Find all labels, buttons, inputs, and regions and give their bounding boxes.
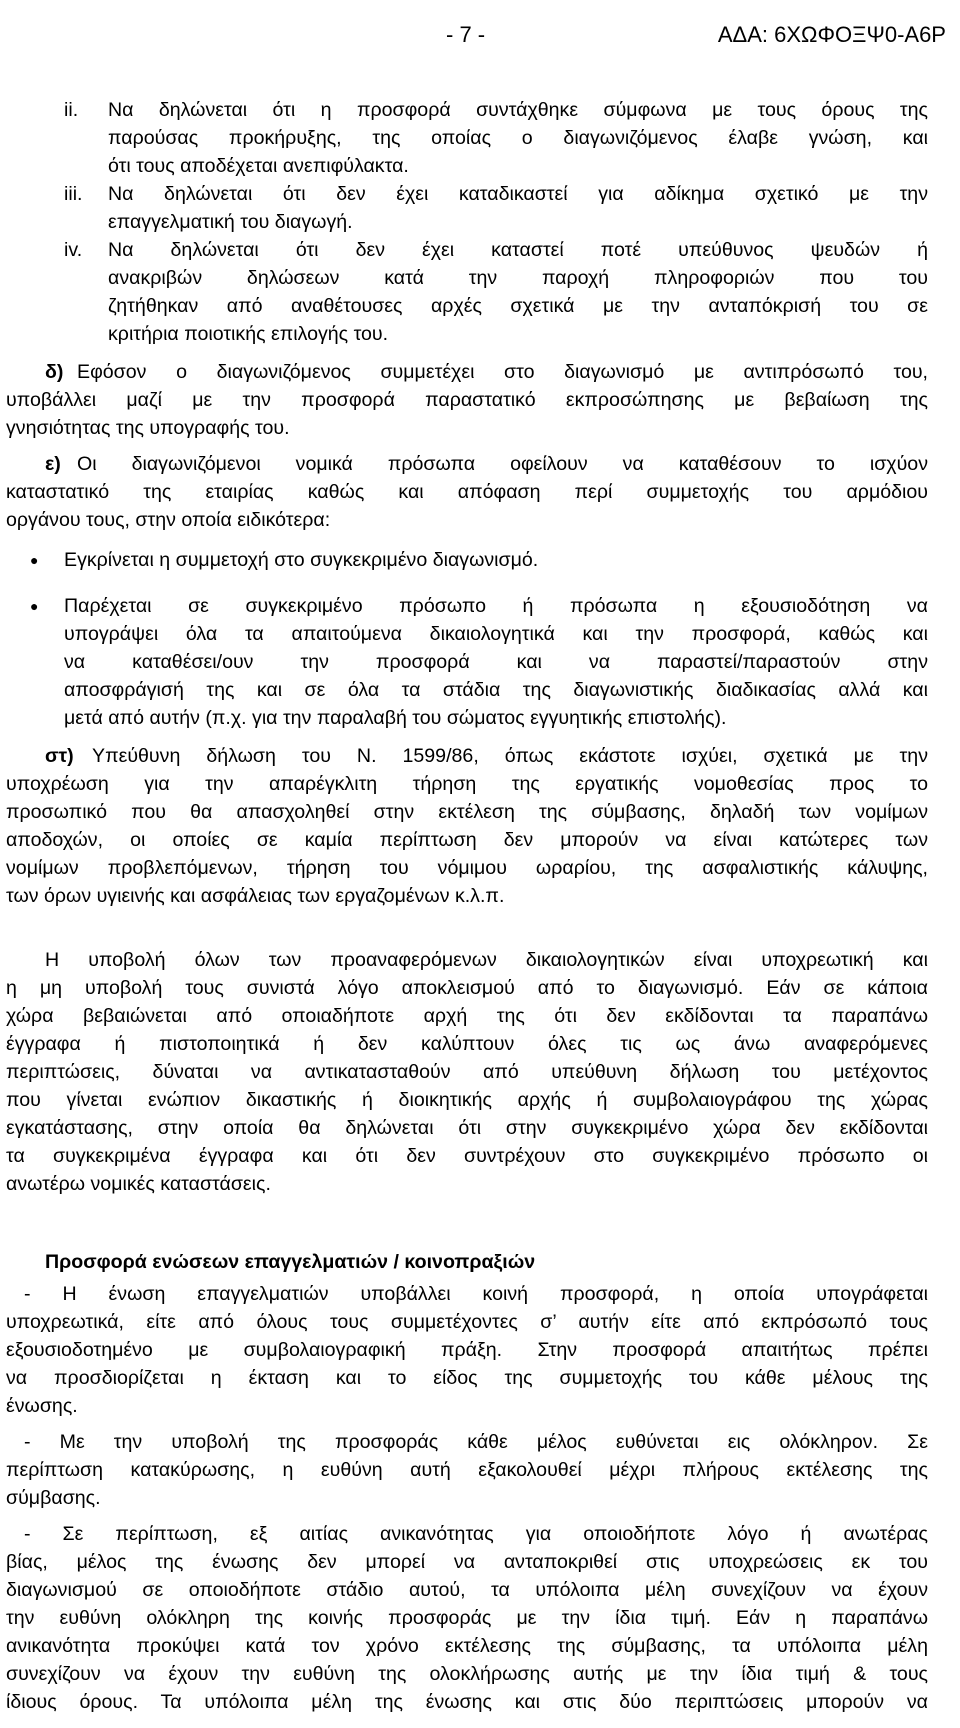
section-st-line: υποχρέωση για την απαρέγκλιτη τήρηση της εργατικής νομοθεσίας προς το bbox=[6, 773, 928, 795]
item-marker-iii: iii. bbox=[64, 183, 83, 205]
unions-line: βίας, μέλος της ένωσης δεν μπορεί να ανταποκριθεί στις υποχρεώσεις εκ του bbox=[6, 1551, 928, 1573]
ada-code: ΑΔΑ: 6ΧΩΦΟΞΨ0-Α6Ρ bbox=[717, 22, 946, 47]
section-epsilon-line: οργάνου τους, στην οποία ειδικότερα: bbox=[6, 509, 331, 531]
unions-line: ίδιους όρους. Τα υπόλοιπα μέλη της ένωσης και στις δύο περιπτώσεις μπορούν να bbox=[6, 1691, 928, 1713]
unions-line: ένωσης. bbox=[6, 1395, 78, 1417]
section-st-label: στ) bbox=[45, 745, 74, 767]
unions-line: εξουσιοδοτημένο με συμβολαιογραφική πράξη. Στην προσφορά απαιτήτως πρέπει bbox=[6, 1339, 928, 1361]
bullet-item-line: Παρέχεται σε συγκεκριμένο πρόσωπο ή πρόσωπα η εξουσιοδότηση να bbox=[64, 595, 928, 617]
submission-line: εγκατάστασης, στην οποία θα δηλώνεται ότι στην συγκεκριμένο χώρα δεν εκδίδονται bbox=[6, 1117, 928, 1139]
section-delta-line: Εφόσον ο διαγωνιζόμενος συμμετέχει στο διαγωνισμό με αντιπρόσωπό του, bbox=[77, 361, 928, 383]
unions-line: την ευθύνη ολόκληρη της κοινής προσφοράς με την ίδια τιμή. Εάν η παραπάνω bbox=[6, 1607, 928, 1629]
unions-line: συνεχίζουν να έχουν την ευθύνη της ολοκλήρωσης αυτής με την ίδια τιμή & τους bbox=[6, 1663, 928, 1685]
unions-line: να προσδιορίζεται η έκταση και το είδος της συμμετοχής του κάθε μέλους της bbox=[6, 1367, 928, 1389]
section-delta-line: γνησιότητας της υπογραφής του. bbox=[6, 417, 290, 439]
unions-line: - Με την υποβολή της προσφοράς κάθε μέλος ευθύνεται εις ολόκληρον. Σε bbox=[24, 1431, 928, 1453]
submission-line: τα συγκεκριμένα έγγραφα και ότι δεν συντρέχουν στο συγκεκριμένο πρόσωπο οι bbox=[6, 1145, 928, 1167]
item-iii-line: Να δηλώνεται ότι δεν έχει καταδικαστεί για αδίκημα σχετικό με την bbox=[108, 183, 928, 205]
section-epsilon-label: ε) bbox=[45, 453, 61, 475]
item-ii-line: παρούσας προκήρυξης, της οποίας ο διαγωνιζόμενος έλαβε γνώση, και bbox=[108, 127, 928, 149]
page-number: - 7 - bbox=[446, 22, 486, 47]
bullet-item-line: αποσφράγισή της και σε όλα τα στάδια της διαγωνιστικής διαδικασίας αλλά και bbox=[64, 679, 928, 701]
section-st-line: νομίμων προβλεπόμενων, τήρηση του νόμιμου ωραρίου, της ασφαλιστικής κάλυψης, bbox=[6, 857, 928, 879]
unions-line: περίπτωση κατακύρωσης, η ευθύνη αυτή εξακολουθεί μέχρι πλήρους εκτέλεσης της bbox=[6, 1459, 928, 1481]
item-ii-line: Να δηλώνεται ότι η προσφορά συντάχθηκε σύμφωνα με τους όρους της bbox=[108, 99, 928, 121]
unions-line: - Σε περίπτωση, εξ αιτίας ανικανότητας για οποιοδήποτε λόγο ή ανωτέρας bbox=[24, 1523, 928, 1545]
bullet-item-line: να καταθέσει/ουν την προσφορά και να παραστεί/παραστούν στην bbox=[64, 651, 928, 673]
submission-line: χώρα βεβαιώνεται από οποιαδήποτε αρχή της ότι δεν εκδίδονται τα παραπάνω bbox=[6, 1005, 928, 1027]
submission-line: περιπτώσεις, δύναται να αντικατασταθούν από υπεύθυνη δήλωση του μετέχοντος bbox=[6, 1061, 928, 1083]
bullet-item-line: μετά από αυτήν (π.χ. για την παραλαβή του σώματος εγγυητικής επιστολής). bbox=[64, 707, 727, 729]
item-ii-line: ότι τους αποδέχεται ανεπιφύλακτα. bbox=[108, 155, 409, 177]
section-epsilon-line: καταστατικό της εταιρίας καθώς και απόφαση περί συμμετοχής του αρμόδιου bbox=[6, 481, 928, 503]
submission-line: ανωτέρω νομικές καταστάσεις. bbox=[6, 1173, 271, 1195]
unions-line: - Η ένωση επαγγελματιών υποβάλλει κοινή προσφορά, η οποία υπογράφεται bbox=[24, 1283, 928, 1305]
item-iv-line: ζητήθηκαν από αναθέτουσες αρχές σχετικά με την ανταπόκρισή του σε bbox=[108, 295, 928, 317]
section-st-line: Υπεύθυνη δήλωση του Ν. 1599/86, όπως εκάστοτε ισχύει, σχετικά με την bbox=[92, 745, 928, 767]
unions-line: σύμβασης. bbox=[6, 1487, 101, 1509]
bullet-icon: ● bbox=[30, 552, 39, 568]
unions-line: ανικανότητα προκύψει κατά τον χρόνο εκτέλεσης της σύμβασης, τα υπόλοιπα μέλη bbox=[6, 1635, 928, 1657]
item-marker-iv: iv. bbox=[64, 239, 83, 261]
section-epsilon-line: Οι διαγωνιζόμενοι νομικά πρόσωπα οφείλουν να καταθέσουν το ισχύον bbox=[77, 453, 928, 475]
submission-line: Η υποβολή όλων των προαναφερόμενων δικαιολογητικών είναι υποχρεωτική και bbox=[45, 949, 928, 971]
item-iv-line: κριτήρια ποιοτικής επιλογής του. bbox=[108, 323, 389, 345]
section-st-line: προσωπικό που θα απασχοληθεί στην εκτέλεση της σύμβασης, δηλαδή των νομίμων bbox=[6, 801, 928, 823]
unions-line: υποχρεωτικά, είτε από όλους τους συμμετέχοντες σ’ αυτήν είτε από εκπρόσωπό τους bbox=[6, 1311, 928, 1333]
submission-line: έγγραφα ή πιστοποιητικά ή δεν καλύπτουν όλες τις ως άνω αναφερόμενες bbox=[6, 1033, 928, 1055]
submission-line: η μη υποβολή τους συνιστά λόγο αποκλεισμού από το διαγωνισμό. Εάν σε κάποια bbox=[6, 977, 928, 999]
item-marker-ii: ii. bbox=[64, 99, 79, 121]
item-iii-line: επαγγελματική του διαγωγή. bbox=[108, 211, 353, 233]
section-delta-label: δ) bbox=[45, 361, 64, 383]
submission-line: που γίνεται ενώπιον δικαστικής ή διοικητικής αρχής ή συμβολαιογράφου της χώρας bbox=[6, 1089, 928, 1111]
item-iv-line: Να δηλώνεται ότι δεν έχει καταστεί ποτέ υπεύθυνος ψευδών ή bbox=[108, 239, 928, 261]
section-st-line: των όρων υγιεινής και ασφάλειας των εργαζομένων κ.λ.π. bbox=[6, 885, 505, 907]
bullet-icon: ● bbox=[30, 598, 39, 614]
unions-line: διαγωνισμού σε οποιοδήποτε στάδιο αυτού, τα υπόλοιπα μέλη συνεχίζουν να έχουν bbox=[6, 1579, 928, 1601]
item-iv-line: ανακριβών δηλώσεων κατά την παροχή πληροφοριών που του bbox=[108, 267, 928, 289]
section-heading: Προσφορά ενώσεων επαγγελματιών / κοινοπραξιών bbox=[45, 1251, 536, 1273]
bullet-item-line: Εγκρίνεται η συμμετοχή στο συγκεκριμένο διαγωνισμό. bbox=[64, 549, 539, 571]
section-delta-line: υποβάλλει μαζί με την προσφορά παραστατικό εκπροσώπησης με βεβαίωση της bbox=[6, 389, 928, 411]
bullet-item-line: υπογράψει όλα τα απαιτούμενα δικαιολογητικά και την προσφορά, καθώς και bbox=[64, 623, 928, 645]
section-st-line: αποδοχών, οι οποίες σε καμία περίπτωση δεν μπορούν να είναι κατώτερες των bbox=[6, 829, 928, 851]
